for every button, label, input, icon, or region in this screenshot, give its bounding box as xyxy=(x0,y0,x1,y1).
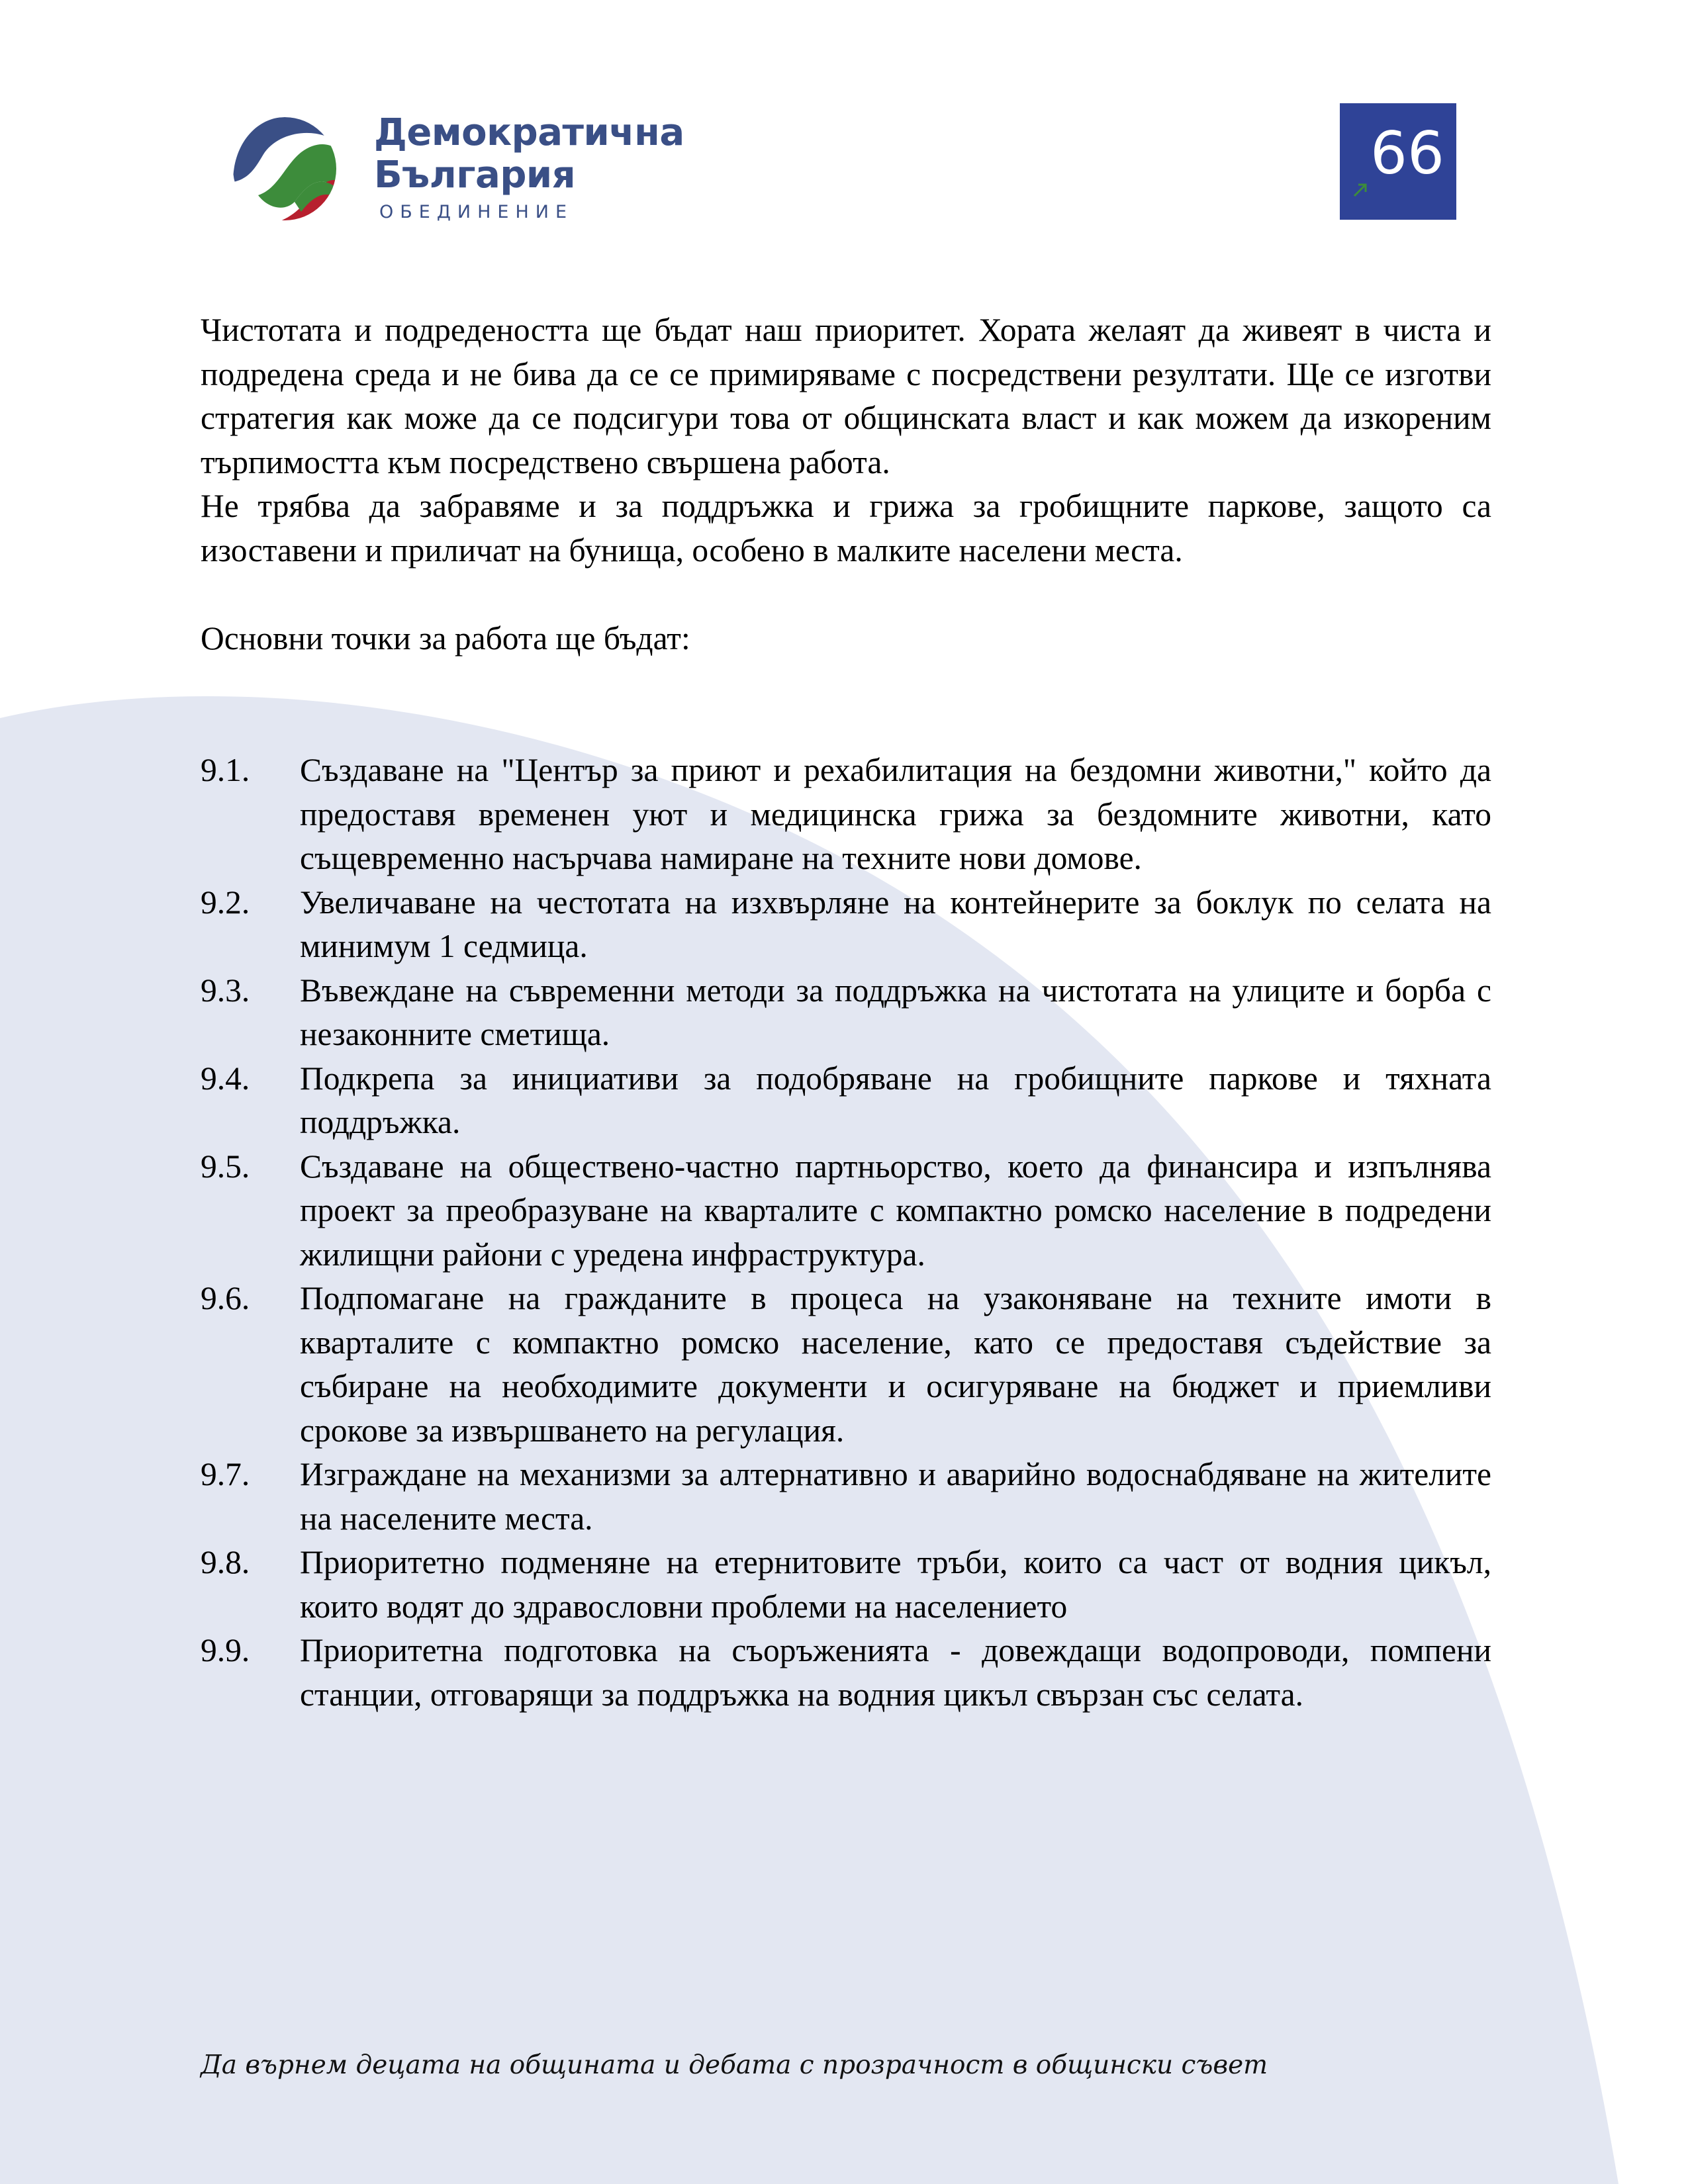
logo-emblem-icon xyxy=(232,116,338,222)
list-item xyxy=(201,1453,1491,1541)
list-item-number: 9.7. xyxy=(201,1456,250,1492)
list-item-number: 9.2. xyxy=(201,884,250,921)
page-number-badge xyxy=(1340,103,1456,220)
list-item xyxy=(201,969,1491,1057)
list-item xyxy=(201,1277,1491,1453)
list-item xyxy=(201,1057,1491,1145)
list-item xyxy=(201,749,1491,881)
list-item-number: 9.8. xyxy=(201,1544,250,1580)
list-item-number: 9.4. xyxy=(201,1060,250,1097)
list-item xyxy=(201,1629,1491,1717)
list-item-number: 9.5. xyxy=(201,1148,250,1185)
list-item-text: Създаване на "Център за приют и рехабилитация на бездомни животни," който да предоставя временен уют и медицинска грижа за бездомните животни, като същевременно насърчава намиране на техните нови домове. xyxy=(300,752,1491,876)
footer-slogan: Да върнем децата на общината и дебата с прозрачност в общински съвет xyxy=(201,2050,1268,2080)
list-item-text: Създаване на обществено-частно партньорство, което да финансира и изпълнява проект за преобразуване на кварталите с компактно ромско население в подредени жилищни райони с уредена инфраструктура. xyxy=(300,1148,1491,1273)
points-list xyxy=(201,749,1491,1717)
list-item-number: 9.6. xyxy=(201,1280,250,1316)
list-item-number: 9.3. xyxy=(201,972,250,1009)
intro-paragraph-2: Не трябва да забравяме и за поддръжка и грижа за гробищните паркове, защото са изоставени и приличат на бунища, особено в малките населени места. xyxy=(201,488,1491,569)
list-item-text: Въвеждане на съвременни методи за поддръжка на чистотата на улиците и борба с незаконните сметища. xyxy=(300,972,1491,1052)
list-item xyxy=(201,1145,1491,1277)
list-item-text: Приоритетна подготовка на съоръженията - довеждащи водопроводи, помпени станции, отговарящи за поддръжка на водния цикъл свързан със селата. xyxy=(300,1632,1491,1713)
intro-paragraph-1: Чистотата и подредеността ще бъдат наш приоритет. Хората желаят да живеят в чиста и подредена среда и не бива да се се примиряваме с посредствени резултати. Ще се изготви стратегия как може да се подсигури това от общинската власт и как можем да изкореним търпимостта към посредствено свършена работа. xyxy=(201,312,1491,480)
logo-title-line1: Демократична xyxy=(374,111,684,154)
list-item-text: Изграждане на механизми за алтернативно и аварийно водоснабдяване на жителите на населените места. xyxy=(300,1456,1491,1537)
page-number: 66 xyxy=(1370,119,1444,187)
logo-title-line2: България xyxy=(374,154,576,197)
list-item-text: Приоритетно подменяне на етернитовите тръби, които са част от водния цикъл, които водят до здравословни проблеми на населението xyxy=(300,1544,1491,1625)
points-heading: Основни точки за работа ще бъдат: xyxy=(201,619,690,657)
list-item-text: Увеличаване на честотата на изхвърляне на контейнерите за боклук по селата на минимум 1 седмица. xyxy=(300,884,1491,964)
list-item-number: 9.1. xyxy=(201,752,250,788)
list-item-number: 9.9. xyxy=(201,1632,250,1668)
list-item xyxy=(201,1541,1491,1629)
logo-subtitle: ОБЕДИНЕНИЕ xyxy=(379,202,574,222)
party-logo xyxy=(232,109,695,228)
list-item xyxy=(201,881,1491,969)
list-item-text: Подкрепа за инициативи за подобряване на гробищните паркове и тяхната поддръжка. xyxy=(300,1060,1491,1140)
document-body xyxy=(201,308,1491,1717)
list-item-text: Подпомагане на гражданите в процеса на узаконяване на техните имоти в кварталите с компактно ромско население, като се предоставя съдействие за събиране на необходимите документи и осигуряване на бюджет и приемливи срокове за извършването на регулация. xyxy=(300,1280,1491,1449)
